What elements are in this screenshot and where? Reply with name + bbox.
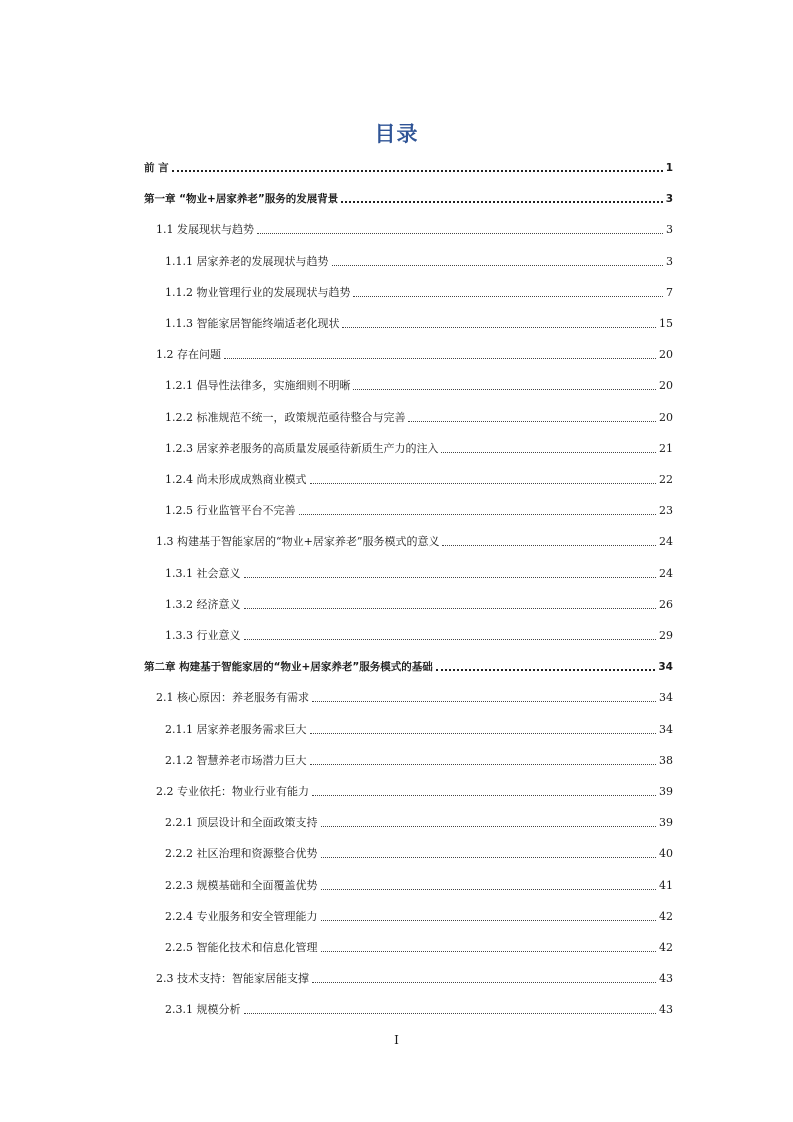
- toc-entry-title: 2.2.1 顶层设计和全面政策支持: [165, 816, 318, 830]
- toc-dot-leader: [353, 389, 656, 390]
- toc-entry-title: 1.2.1 倡导性法律多，实施细则不明晰: [165, 379, 351, 393]
- toc-entry-title: 1.1.1 居家养老的发展现状与趋势: [165, 254, 329, 268]
- toc-entry[interactable]: [165, 407, 673, 425]
- toc-entry-title: 2.2.4 专业服务和安全管理能力: [165, 909, 318, 923]
- toc-entry[interactable]: [144, 157, 673, 175]
- page-title: 目录: [374, 122, 419, 146]
- toc-entry-page-number: 43: [659, 972, 673, 986]
- toc-entry-page-number: 40: [659, 847, 673, 861]
- toc-entry[interactable]: [165, 750, 673, 768]
- toc-dot-leader: [244, 639, 657, 640]
- toc-dot-leader: [312, 795, 656, 796]
- toc-entry-title: 第二章 构建基于智能家居的“物业+居家养老”服务模式的基础: [144, 661, 433, 674]
- toc-entry[interactable]: [144, 656, 673, 674]
- toc-entry-page-number: 1: [665, 162, 673, 174]
- toc-entry-title: 1.3 构建基于智能家居的“物业+居家养老”服务模式的意义: [156, 535, 440, 549]
- toc-dot-leader: [353, 296, 663, 297]
- toc-dot-leader: [408, 421, 656, 422]
- toc-entry[interactable]: [165, 812, 673, 830]
- toc-entry[interactable]: [156, 687, 673, 705]
- toc-entry-page-number: 20: [659, 410, 673, 424]
- toc-entry-page-number: 23: [659, 504, 673, 518]
- toc-dot-leader: [310, 483, 657, 484]
- toc-entry[interactable]: [165, 313, 673, 331]
- toc-dot-leader: [321, 857, 657, 858]
- toc-entry-title: 1.1.3 智能家居智能终端适老化现状: [165, 317, 340, 330]
- toc-entry-page-number: 34: [659, 691, 673, 705]
- toc-entry-title: 2.1 核心原因：养老服务有需求: [156, 691, 309, 705]
- toc-entry-title: 1.2.4 尚未形成成熟商业模式: [165, 473, 307, 486]
- toc-entry[interactable]: [165, 906, 673, 924]
- toc-entry-title: 1.2.2 标准规范不统一，政策规范亟待整合与完善: [165, 410, 406, 424]
- toc-dot-leader: [321, 951, 657, 952]
- toc-dot-leader: [312, 701, 656, 702]
- toc-entry-title: 1.3.2 经济意义: [165, 597, 241, 611]
- toc-entry[interactable]: [165, 999, 673, 1017]
- toc-entry-title: 1.2 存在问题: [156, 348, 221, 362]
- toc-entry[interactable]: [156, 781, 673, 799]
- toc-entry-page-number: 34: [659, 722, 673, 736]
- toc-entry-page-number: 3: [666, 254, 673, 268]
- toc-entry-page-number: 7: [666, 285, 673, 299]
- toc-dot-leader: [341, 201, 662, 203]
- toc-entry[interactable]: [165, 251, 673, 269]
- toc-entry[interactable]: [165, 843, 673, 861]
- toc-entry-title: 1.1 发展现状与趋势: [156, 223, 254, 237]
- toc-dot-leader: [244, 608, 657, 609]
- toc-entry[interactable]: [156, 344, 673, 362]
- toc-entry-title: 1.2.3 居家养老服务的高质量发展亟待新质生产力的注入: [165, 441, 439, 455]
- toc-entry[interactable]: [156, 219, 673, 237]
- toc-entry[interactable]: [144, 188, 673, 206]
- toc-dot-leader: [441, 452, 656, 453]
- toc-entry[interactable]: [165, 625, 673, 643]
- toc-dot-leader: [257, 233, 663, 234]
- toc-entry-page-number: 3: [665, 193, 673, 206]
- toc-entry-title: 2.1.2 智慧养老市场潜力巨大: [165, 753, 307, 767]
- toc-entry-title: 2.3.1 规模分析: [165, 1003, 241, 1017]
- toc-entry-page-number: 24: [659, 535, 673, 549]
- toc-entry[interactable]: [165, 594, 673, 612]
- toc-entry-title: 1.3.3 行业意义: [165, 629, 241, 642]
- toc-entry-page-number: 22: [659, 473, 673, 486]
- toc-entry-page-number: 20: [659, 348, 673, 362]
- toc-entry-page-number: 34: [658, 661, 673, 674]
- toc-entry[interactable]: [165, 500, 673, 518]
- toc-entry-title: 2.2.5 智能化技术和信息化管理: [165, 941, 318, 954]
- toc-entry-page-number: 29: [659, 629, 673, 642]
- toc-entry-page-number: 39: [659, 785, 673, 798]
- toc-entry-page-number: 20: [659, 379, 673, 393]
- toc-entry-title: 第一章 “物业+居家养老”服务的发展背景: [144, 193, 339, 206]
- toc-entry-page-number: 43: [659, 1003, 673, 1017]
- toc-entry[interactable]: [165, 375, 673, 393]
- toc-dot-leader: [442, 545, 656, 546]
- toc-entry-title: 1.1.2 物业管理行业的发展现状与趋势: [165, 285, 351, 299]
- toc-entry[interactable]: [165, 563, 673, 581]
- toc-entry-page-number: 39: [659, 816, 673, 830]
- toc-dot-leader: [310, 733, 657, 734]
- toc-dot-leader: [310, 764, 657, 765]
- toc-entry-title: 2.2.2 社区治理和资源整合优势: [165, 847, 318, 861]
- toc-entry-title: 2.1.1 居家养老服务需求巨大: [165, 722, 307, 736]
- toc-entry-title: 前 言: [144, 162, 169, 174]
- toc-entry-page-number: 21: [659, 441, 673, 455]
- page-number-footer: I: [394, 1033, 399, 1047]
- toc-dot-leader: [299, 514, 657, 515]
- toc-entry-title: 1.3.1 社会意义: [165, 566, 241, 580]
- toc-dot-leader: [332, 265, 664, 266]
- toc-entry[interactable]: [156, 531, 673, 549]
- toc-entry-page-number: 3: [666, 223, 673, 237]
- toc-entry[interactable]: [165, 282, 673, 300]
- toc-dot-leader: [436, 669, 656, 671]
- toc-entry-title: 2.3 技术支持：智能家居能支撑: [156, 972, 309, 986]
- toc-dot-leader: [244, 577, 657, 578]
- toc-entry-page-number: 24: [659, 566, 673, 580]
- toc-entry[interactable]: [165, 875, 673, 893]
- toc-dot-leader: [172, 170, 663, 172]
- toc-entry[interactable]: [165, 937, 673, 955]
- toc-entry-page-number: 42: [659, 909, 673, 923]
- toc-entry-page-number: 38: [659, 753, 673, 767]
- toc-entry[interactable]: [165, 469, 673, 487]
- toc-entry[interactable]: [165, 438, 673, 456]
- toc-entry[interactable]: [165, 719, 673, 737]
- toc-dot-leader: [321, 826, 657, 827]
- toc-dot-leader: [312, 982, 656, 983]
- toc-dot-leader: [321, 920, 657, 921]
- toc-entry-page-number: 41: [659, 878, 673, 892]
- toc-entry-page-number: 42: [659, 941, 673, 954]
- toc-entry[interactable]: [156, 968, 673, 986]
- toc-entry-page-number: 15: [659, 317, 673, 330]
- toc-dot-leader: [224, 358, 656, 359]
- toc-entry-title: 1.2.5 行业监管平台不完善: [165, 504, 296, 518]
- toc-entry-page-number: 26: [659, 597, 673, 611]
- toc-entry-title: 2.2 专业依托：物业行业有能力: [156, 785, 309, 798]
- toc-dot-leader: [321, 889, 657, 890]
- toc-dot-leader: [342, 327, 656, 328]
- toc-dot-leader: [244, 1013, 657, 1014]
- toc-entry-title: 2.2.3 规模基础和全面覆盖优势: [165, 878, 318, 892]
